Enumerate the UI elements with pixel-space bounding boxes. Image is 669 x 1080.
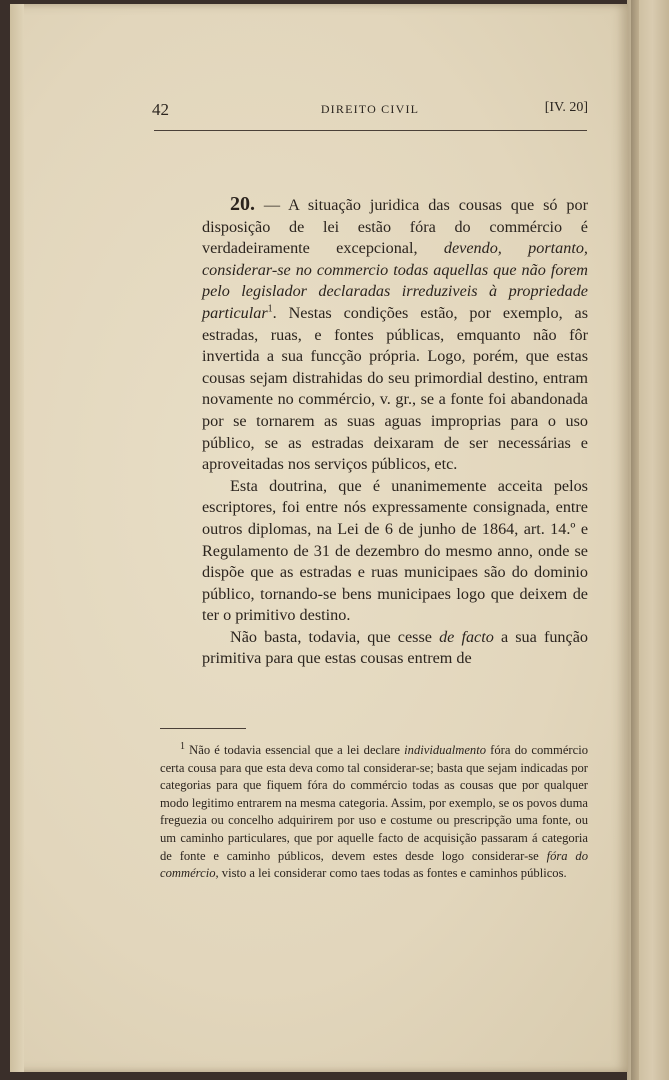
section-reference: [IV. 20] [544, 100, 588, 115]
main-text [202, 194, 588, 670]
footnote-ref: 1 [267, 303, 273, 315]
footnote-mark: 1 [180, 740, 185, 752]
page-number: 42 [152, 100, 169, 119]
footnote-paragraph [160, 742, 588, 883]
footnote-text-c: visto a lei considerar como taes todas as fontes e caminhos públicos. [218, 866, 567, 881]
footnote-rule [160, 728, 246, 729]
footnote-text-a: Não é todavia essencial que a lei declare [185, 743, 405, 757]
paragraph-1-italic: devendo, portanto, considerar-se no commercio todas aquellas que não forem pelo legislador declaradas irreduziveis à propriedade particular [202, 239, 588, 322]
running-head-title: DIREITO CIVIL [320, 102, 420, 116]
paragraph-3 [202, 627, 588, 670]
paragraph-1-text-b: . Nestas condições estão, por exemplo, as estradas, ruas, e fontes públicas, emquanto não fôr invertida a sua funcção própria. Logo, porém, que estas cousas sejam distrahidas do seu primordial destino, entram novamente no commércio, v. gr., se a fonte foi abandonada por se tornarem as suas aguas improprias para o uso público, se as estradas deixaram de ser necessárias e aproveitadas nos serviços públicos, etc. [202, 303, 588, 474]
footnote [160, 742, 588, 883]
section-number: 20. [230, 193, 255, 215]
paragraph-3-text-a: Não basta, todavia, que cesse [230, 627, 440, 646]
paragraph-2: Esta doutrina, que é unanimemente acceita pelos escriptores, foi entre nós expressamente consignada, entre outros diplomas, na Lei de 6 de junho de 1864, art. 14.º e Regulamento de 31 de dezembro do mesmo anno, onde se dispõe que as estradas e ruas municipaes são do dominio público, tornando-se bens municipaes logo que deixem de ter o primitivo destino. [202, 476, 588, 625]
footnote-italic-2: fóra do commércio, [160, 848, 588, 881]
paragraph-3-text-b: a sua função primitiva para que estas cousas entrem de [202, 627, 588, 668]
paragraph-3-italic: de facto [439, 627, 494, 646]
paragraph-1 [202, 194, 588, 476]
page-edge-left [10, 4, 24, 1072]
running-head [152, 100, 588, 122]
header-rule [154, 130, 587, 131]
footnote-text-b: fóra do commércio certa cousa para que esta deva como tal considerar-se; basta que sejam indicadas por categorias para que fiquem fóra do commércio todas as cousas que por qualquer modo legitimo entrarem na mesma categoria. Assim, por exemplo, se os povos duma freguezia ou concelho adquirirem por uso e costume ou prescripção uma fonte, ou um caminho particulares, que por aquelle facto de acquisição passaram á categoria de fonte e caminho públicos, devem estes desde logo considerar-se [160, 743, 588, 863]
paragraph-1-text-a: — A situação juridica das cousas que só por disposição de lei estão fóra do commércio é verdadeiramente excepcional, [202, 196, 588, 258]
footnote-italic-1: individualmento [404, 743, 487, 757]
page-edge-right [631, 0, 639, 1080]
